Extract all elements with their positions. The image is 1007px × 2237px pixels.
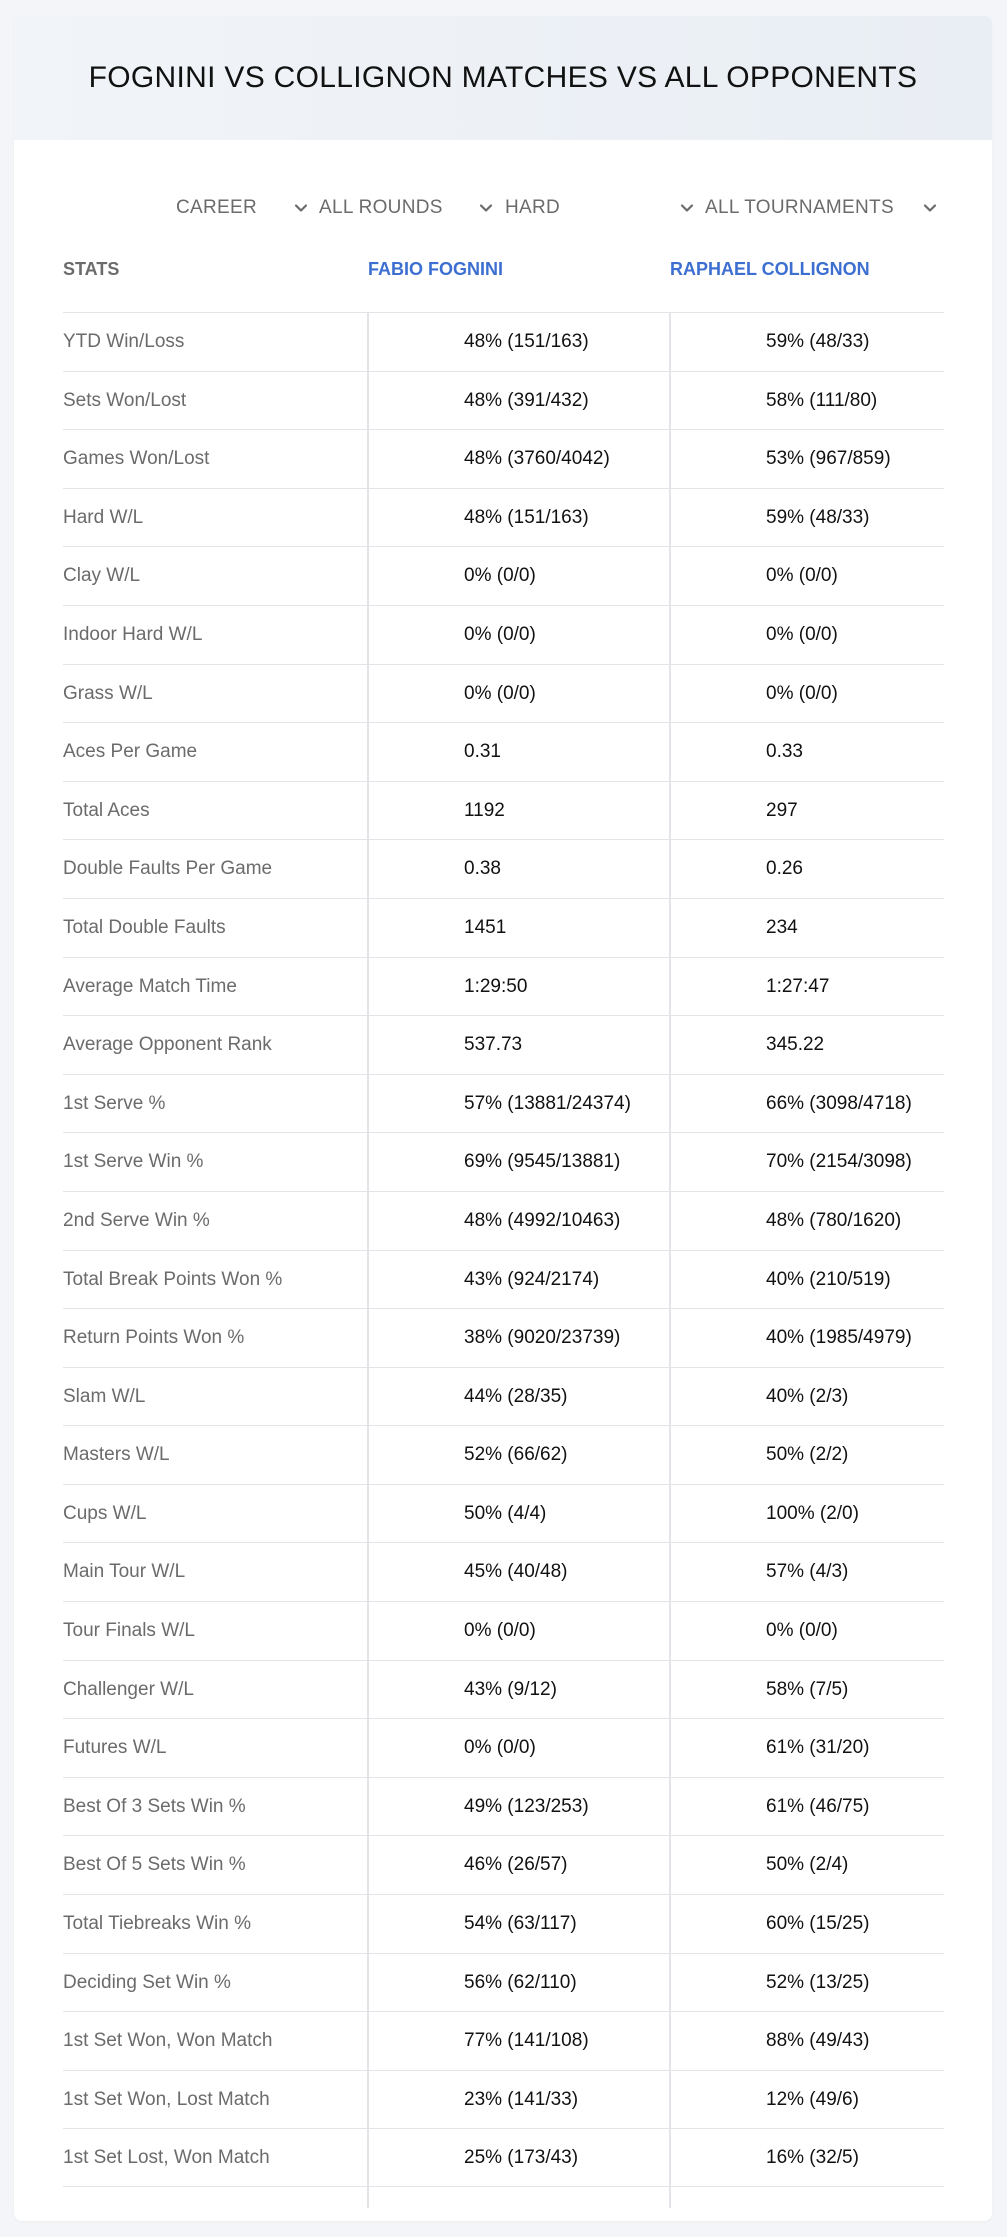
career-filter-label: CAREER xyxy=(176,197,257,218)
stat-label: Aces Per Game xyxy=(63,741,198,763)
stat-label: Games Won/Lost xyxy=(63,448,210,470)
tournaments-filter-label: ALL TOURNAMENTS xyxy=(705,197,894,218)
player2-stat-value: 52% (13/25) xyxy=(766,1971,870,1993)
table-row xyxy=(63,2070,944,2129)
chevron-down-icon xyxy=(479,201,493,215)
player1-stat-value: 0% (0/0) xyxy=(464,682,536,704)
player2-stat-value: 57% (4/3) xyxy=(766,1561,849,1583)
player1-stat-value: 54% (63/117) xyxy=(464,1913,577,1935)
surface-filter[interactable] xyxy=(505,188,705,228)
table-row xyxy=(63,1484,944,1543)
stat-label: Indoor Hard W/L xyxy=(63,623,203,645)
stat-label: Total Aces xyxy=(63,799,150,821)
stat-label: 2nd Serve Win % xyxy=(63,1209,210,1231)
stat-label: Best Of 5 Sets Win % xyxy=(63,1854,246,1876)
player2-stat-value: 345.22 xyxy=(766,1034,825,1056)
player1-stat-value: 0% (0/0) xyxy=(464,623,536,645)
rounds-filter[interactable] xyxy=(319,188,499,228)
player2-stat-value: 53% (967/859) xyxy=(766,448,891,470)
table-row xyxy=(63,1660,944,1719)
stat-label: Clay W/L xyxy=(63,565,141,587)
chevron-down-icon xyxy=(680,201,694,215)
stat-label: Total Break Points Won % xyxy=(63,1268,283,1290)
stat-label: Sets Won/Lost xyxy=(63,389,187,411)
stat-label: Total Tiebreaks Win % xyxy=(63,1913,251,1935)
stats-card xyxy=(14,16,992,2221)
player2-stat-value: 48% (780/1620) xyxy=(766,1209,902,1231)
player2-stat-value: 59% (48/33) xyxy=(766,506,870,528)
player2-stat-value: 0.26 xyxy=(766,858,803,880)
stat-label: 1st Set Won, Won Match xyxy=(63,2030,273,2052)
player1-column-header[interactable]: FABIO FOGNINI xyxy=(368,259,503,279)
player1-stat-value: 38% (9020/23739) xyxy=(464,1327,621,1349)
player1-stat-value: 48% (151/163) xyxy=(464,506,589,528)
player2-stat-value: 58% (111/80) xyxy=(766,389,878,411)
player1-stat-value: 46% (26/57) xyxy=(464,1854,568,1876)
table-row xyxy=(63,2011,944,2070)
player1-stat-value: 44% (28/35) xyxy=(464,1385,568,1407)
player1-stat-value: 0% (0/0) xyxy=(464,1620,536,1642)
table-row xyxy=(63,898,944,957)
player2-stat-value: 61% (31/20) xyxy=(766,1737,870,1759)
player2-stat-value: 50% (2/4) xyxy=(766,1854,849,1876)
stats-table-body xyxy=(63,312,944,2187)
table-row xyxy=(63,1953,944,2012)
stat-label: Double Faults Per Game xyxy=(63,858,273,880)
stat-label: Best Of 3 Sets Win % xyxy=(63,1795,246,1817)
chevron-down-icon xyxy=(294,201,308,215)
player2-stat-value: 58% (7/5) xyxy=(766,1678,849,1700)
player2-stat-value: 0% (0/0) xyxy=(766,565,838,587)
stat-label: Masters W/L xyxy=(63,1444,170,1466)
table-row xyxy=(63,664,944,723)
player1-stat-value: 25% (173/43) xyxy=(464,2147,579,2169)
table-row xyxy=(63,371,944,430)
stat-label: 1st Set Won, Lost Match xyxy=(63,2088,270,2110)
stat-label: 1st Serve Win % xyxy=(63,1151,204,1173)
player1-stat-value: 1451 xyxy=(464,916,507,938)
table-row xyxy=(63,1835,944,1894)
stat-label: Deciding Set Win % xyxy=(63,1971,231,1993)
stat-label: Cups W/L xyxy=(63,1502,147,1524)
player2-stat-value: 0% (0/0) xyxy=(766,1620,838,1642)
table-header xyxy=(14,251,992,309)
player1-stat-value: 49% (123/253) xyxy=(464,1795,589,1817)
player2-stat-value: 1:27:47 xyxy=(766,975,830,997)
table-row xyxy=(63,781,944,840)
table-row xyxy=(63,1542,944,1601)
table-row xyxy=(63,1015,944,1074)
stat-label: Futures W/L xyxy=(63,1737,167,1759)
player2-stat-value: 0% (0/0) xyxy=(766,682,838,704)
player2-stat-value: 0% (0/0) xyxy=(766,623,838,645)
player2-column-header[interactable]: RAPHAEL COLLIGNON xyxy=(670,259,870,279)
player2-stat-value: 40% (2/3) xyxy=(766,1385,849,1407)
stat-label: Grass W/L xyxy=(63,682,153,704)
player1-stat-value: 48% (391/432) xyxy=(464,389,589,411)
table-row xyxy=(63,488,944,547)
stat-label: Slam W/L xyxy=(63,1385,146,1407)
stat-label: Challenger W/L xyxy=(63,1678,194,1700)
player1-stat-value: 537.73 xyxy=(464,1034,523,1056)
player1-stat-value: 43% (924/2174) xyxy=(464,1268,600,1290)
card-header xyxy=(14,16,992,140)
stat-label: Average Opponent Rank xyxy=(63,1034,272,1056)
player2-stat-value: 61% (46/75) xyxy=(766,1795,870,1817)
table-row xyxy=(63,2128,944,2187)
stat-label: Main Tour W/L xyxy=(63,1561,186,1583)
career-filter[interactable] xyxy=(176,188,316,228)
table-row xyxy=(63,605,944,664)
player2-stat-value: 234 xyxy=(766,916,798,938)
player2-stat-value: 88% (49/43) xyxy=(766,2030,870,2052)
table-row xyxy=(63,839,944,898)
player1-stat-value: 43% (9/12) xyxy=(464,1678,557,1700)
stat-label: Average Match Time xyxy=(63,975,237,997)
table-row xyxy=(63,1132,944,1191)
table-row xyxy=(63,1777,944,1836)
player2-stat-value: 16% (32/5) xyxy=(766,2147,859,2169)
stats-column-header: STATS xyxy=(63,259,120,279)
player1-stat-value: 50% (4/4) xyxy=(464,1502,547,1524)
player2-stat-value: 60% (15/25) xyxy=(766,1913,870,1935)
player1-stat-value: 57% (13881/24374) xyxy=(464,1092,631,1114)
player1-stat-value: 77% (141/108) xyxy=(464,2030,589,2052)
chevron-down-icon xyxy=(923,201,937,215)
stat-label: YTD Win/Loss xyxy=(63,331,185,352)
stat-label: Total Double Faults xyxy=(63,916,226,938)
table-row xyxy=(63,722,944,781)
stat-label: Tour Finals W/L xyxy=(63,1620,195,1642)
page-title: FOGNINI VS COLLIGNON MATCHES VS ALL OPPONENTS xyxy=(88,61,918,94)
table-row xyxy=(63,1308,944,1367)
stat-label: 1st Set Lost, Won Match xyxy=(63,2147,270,2169)
player2-stat-value: 40% (1985/4979) xyxy=(766,1327,912,1349)
player2-stat-value: 70% (2154/3098) xyxy=(766,1151,912,1173)
table-row xyxy=(63,312,944,371)
table-row xyxy=(63,429,944,488)
tournaments-filter[interactable] xyxy=(705,188,955,228)
stat-label: Hard W/L xyxy=(63,506,144,528)
player2-stat-value: 100% (2/0) xyxy=(766,1502,859,1524)
player1-stat-value: 1:29:50 xyxy=(464,975,528,997)
player2-stat-value: 50% (2/2) xyxy=(766,1444,849,1466)
player1-stat-value: 0.31 xyxy=(464,741,501,763)
player2-stat-value: 0.33 xyxy=(766,741,803,763)
table-row xyxy=(63,1425,944,1484)
table-row xyxy=(63,1074,944,1133)
player1-stat-value: 69% (9545/13881) xyxy=(464,1151,621,1173)
stat-label: 1st Serve % xyxy=(63,1092,166,1114)
player1-stat-value: 23% (141/33) xyxy=(464,2088,579,2110)
player1-stat-value: 48% (4992/10463) xyxy=(464,1209,621,1231)
table-row xyxy=(63,546,944,605)
player1-stat-value: 0% (0/0) xyxy=(464,1737,536,1759)
table-row xyxy=(63,1250,944,1309)
table-row xyxy=(63,1191,944,1250)
table-row xyxy=(63,1601,944,1660)
player1-stat-value: 0.38 xyxy=(464,858,501,880)
player1-stat-value: 0% (0/0) xyxy=(464,565,536,587)
table-row xyxy=(63,1718,944,1777)
rounds-filter-label: ALL ROUNDS xyxy=(319,197,443,218)
table-row xyxy=(63,1367,944,1426)
player2-stat-value: 12% (49/6) xyxy=(766,2088,859,2110)
player1-stat-value: 48% (3760/4042) xyxy=(464,448,610,470)
player1-stat-value: 56% (62/110) xyxy=(464,1971,577,1993)
table-row xyxy=(63,1894,944,1953)
player2-stat-value: 59% (48/33) xyxy=(766,331,870,352)
player2-stat-value: 297 xyxy=(766,799,798,821)
filter-bar xyxy=(14,188,992,228)
player1-stat-value: 45% (40/48) xyxy=(464,1561,568,1583)
surface-filter-label: HARD xyxy=(505,197,561,218)
table-row xyxy=(63,957,944,1016)
player2-stat-value: 40% (210/519) xyxy=(766,1268,891,1290)
player1-stat-value: 48% (151/163) xyxy=(464,331,589,352)
player1-stat-value: 1192 xyxy=(464,799,505,821)
player2-stat-value: 66% (3098/4718) xyxy=(766,1092,912,1114)
stat-label: Return Points Won % xyxy=(63,1327,245,1349)
player1-stat-value: 52% (66/62) xyxy=(464,1444,568,1466)
